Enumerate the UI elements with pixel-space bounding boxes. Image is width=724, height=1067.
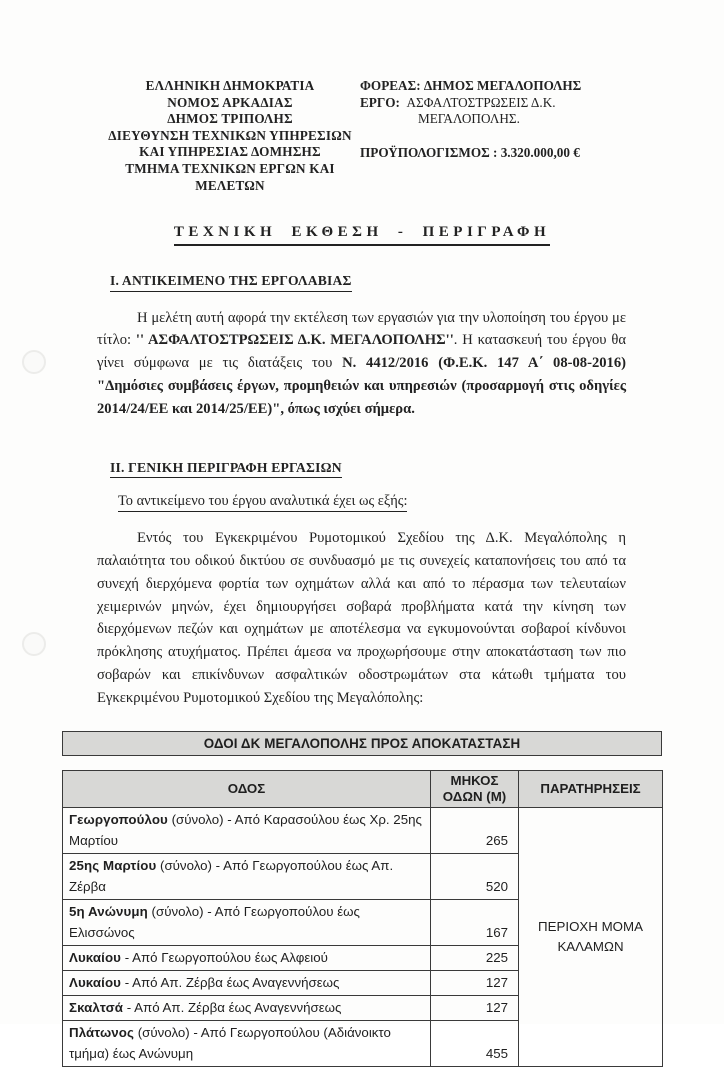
authority-line: ΚΑΙ ΥΠΗΡΕΣΙΑΣ ΔΟΜΗΣΗΣ [139,144,321,160]
road-name: Λυκαίου [69,949,122,965]
issuing-authority-block [96,78,364,194]
law-reference-segment: Ν. 4412/2016 (Φ.Ε.Κ. 147 Α΄ 08-08-2016) "Δημόσιες συμβάσεις έργων, προμηθειών και υπηρεσιών (προσαρμογή στις οδηγίες 2014/24/ΕΕ και 2014/25/ΕΕ)", όπως ισχύει σήμερα. [97,355,626,417]
length-cell: 225 [431,945,519,970]
road-desc: (σύνολο) - Από Γεωργοπούλου έως Ελισσώνος [69,903,360,940]
ergo-label: ΕΡΓΟ: [360,94,400,110]
road-name: Λυκαίου [69,974,122,990]
authority-line: ΔΗΜΟΣ ΤΡΙΠΟΛΗΣ [167,111,293,127]
document-title: ΤΕΧΝΙΚΗ ΕΚΘΕΣΗ - ΠΕΡΙΓΡΑΦΗ [174,224,550,246]
length-cell: 127 [431,995,519,1020]
road-cell [63,945,431,970]
section1-paragraph [97,307,626,421]
section2-heading-text: ΙΙ. ΓΕΝΙΚΗ ΠΕΡΙΓΡΑΦΗ ΕΡΓΑΣΙΩΝ [110,460,342,479]
project-info-block [360,78,628,194]
road-cell [63,807,431,853]
document-title-row [0,223,724,246]
roads-table [62,770,663,1067]
authority-line: ΝΟΜΟΣ ΑΡΚΑΔΙΑΣ [167,94,293,110]
road-cell [63,995,431,1020]
paragraph-segment: . Η κατασκευή του έργου θα γίνει σύμφωνα με τις διατάξεις του [97,332,626,372]
ergo-value-line2: ΜΕΓΑΛΟΠΟΛΗΣ. [418,111,520,127]
road-desc: - Από Απ. Ζέρβα έως Αναγεννήσεως [123,999,342,1015]
length-cell: 265 [431,807,519,853]
section1-heading-text: Ι. ΑΝΤΙΚΕΙΜΕΝΟ ΤΗΣ ΕΡΓΟΛΑΒΙΑΣ [110,273,352,292]
road-desc: - Από Γεωργοπούλου έως Αλφειού [121,949,328,965]
ergo-value: ΑΣΦΑΛΤΟΣΤΡΩΣΕΙΣ Δ.Κ. [406,94,556,110]
road-name: Σκαλτσά [69,999,124,1015]
authority-line: ΔΙΕΥΘΥΝΣΗ ΤΕΧΝΙΚΩΝ ΥΠΗΡΕΣΙΩΝ [108,127,352,143]
road-desc: (σύνολο) - Από Γεωργοπούλου έως Απ. Ζέρβα [69,857,394,894]
hole-punch-mark [22,632,46,656]
hole-punch-mark [22,350,46,374]
section2-heading [110,460,626,479]
road-cell [63,899,431,945]
table-banner-text: ΟΔΟΙ ΔΚ ΜΕΓΑΛΟΠΟΛΗΣ ΠΡΟΣ ΑΠΟΚΑΤΑΣΤΑΣΗ [203,735,521,751]
table-header-row [63,770,663,807]
length-cell: 520 [431,853,519,899]
length-cell: 167 [431,899,519,945]
road-desc: - Από Απ. Ζέρβα έως Αναγεννήσεως [121,974,340,990]
road-desc: (σύνολο) - Από Καρασούλου έως Χρ. 25ης Μαρτίου [69,811,422,848]
road-cell [63,970,431,995]
foreas-value: ΔΗΜΟΣ ΜΕΓΑΛΟΠΟΛΗΣ [423,78,582,93]
length-cell: 127 [431,970,519,995]
road-cell [63,853,431,899]
road-name: Γεωργοπούλου [69,811,168,827]
section1-heading [110,273,626,292]
foreas-line [360,78,628,95]
project-title-segment: '' ΑΣΦΑΛΤΟΣΤΡΩΣΕΙΣ Δ.Κ. ΜΕΓΑΛΟΠΟΛΗΣ'' [135,332,454,349]
foreas-label: ΦΟΡΕΑΣ: [360,78,421,93]
ergo-line [360,95,628,112]
column-header-length: ΜΗΚΟΣ ΟΔΩΝ (Μ) [431,770,519,807]
road-name: 5η Ανώνυμη [69,903,148,919]
table-banner [62,731,662,756]
paragraph-segment: Η μελέτη αυτή αφορά την εκτέλεση των εργασιών για την υλοποίηση του έργου με τίτλο: [97,309,626,349]
road-name: 25ης Μαρτίου [69,857,157,873]
section2-paragraph: Εντός του Εγκεκριμένου Ρυμοτομικού Σχεδίου της Δ.Κ. Μεγαλόπολης η παλαιότητα του οδικού δικτύου σε συνδυασμό με τις συνεχείς καταπονήσεις του από τα συνεχή διερχόμενα φορτία των οχημάτων αλλά και από το πέρασμα των τελευταίων χειμερινών μηνών, έχει δημιουργήσει σοβαρά προβλήματα κατά την κίνηση των διερχόμενων πεζών και οχημάτων με αποτέλεσμα να εγκυμονούνται σοβαροί κίνδυνοι πρόκλησης ατυχήματος. Πρέπει άμεσα να προχωρήσουμε στην αποκατάσταση των πιο σοβαρών και επικίνδυνων ασφαλτικών οδοστρωμάτων στα κάτωθι τμήματα του Εγκεκριμένου Ρυμοτομικού Σχεδίου της Μεγαλόπολης: [97,530,626,706]
budget-line: ΠΡΟΫΠΟΛΟΓΙΣΜΟΣ : 3.320.000,00 € [360,144,580,160]
column-header-remarks: ΠΑΡΑΤΗΡΗΣΕΙΣ [519,770,663,807]
road-desc: (σύνολο) - Από Γεωργοπούλου (Αδιάνοικτο τμήμα) έως Ανώνυμη [69,1024,391,1061]
length-cell: 455 [431,1020,519,1066]
authority-line: ΕΛΛΗΝΙΚΗ ΔΗΜΟΚΡΑΤΙΑ [145,78,315,93]
section2-intro [118,493,626,512]
section2-intro-text: Το αντικείμενο του έργου αναλυτικά έχει ως εξής: [118,493,407,512]
authority-line: ΤΜΗΜΑ ΤΕΧΝΙΚΩΝ ΕΡΓΩΝ ΚΑΙ [125,160,335,176]
column-header-road: ΟΔΟΣ [63,770,431,807]
remarks-cell: ΠΕΡΙΟΧΗ ΜΟΜΑ ΚΑΛΑΜΩΝ [519,807,663,1066]
road-cell [63,1020,431,1066]
letterhead [0,0,724,194]
table-row [63,807,663,853]
authority-line: ΜΕΛΕΤΩΝ [195,177,265,193]
road-name: Πλάτωνος [69,1024,135,1040]
